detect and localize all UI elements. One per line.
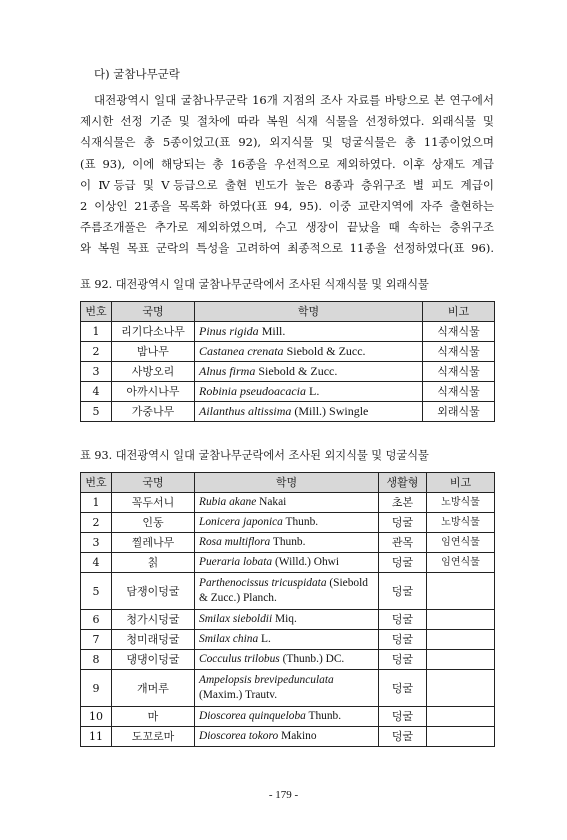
genus: Rubia bbox=[199, 496, 227, 508]
species-epithet: brevipedunculata bbox=[254, 674, 334, 686]
scientific-name-cell bbox=[195, 533, 379, 553]
row-number: 3 bbox=[81, 533, 112, 553]
note-cell bbox=[427, 630, 495, 650]
table-row bbox=[81, 650, 495, 670]
species-epithet: akane bbox=[229, 496, 257, 508]
note-cell: 식재식물 bbox=[423, 342, 495, 362]
scientific-name-cell bbox=[195, 650, 379, 670]
note-cell bbox=[427, 707, 495, 727]
scientific-name-cell bbox=[195, 553, 379, 573]
header-korean-name: 국명 bbox=[112, 473, 195, 493]
table-row bbox=[81, 493, 495, 513]
row-number: 9 bbox=[81, 670, 112, 707]
table-row bbox=[81, 382, 495, 402]
author: Miq. bbox=[274, 613, 297, 625]
note-cell bbox=[427, 650, 495, 670]
scientific-name-cell bbox=[195, 342, 423, 362]
note-cell: 식재식물 bbox=[423, 322, 495, 342]
species-epithet: tricuspidata bbox=[271, 577, 327, 589]
scientific-name-cell bbox=[195, 610, 379, 630]
paragraph-line: 와 복원 목표 군락의 특성을 고려하여 최종적으로 11종을 선정하였다(표 96). bbox=[80, 241, 494, 256]
header-life-form: 생활형 bbox=[379, 473, 427, 493]
author: Siebold & Zucc. bbox=[286, 344, 366, 358]
table-row bbox=[81, 727, 495, 747]
genus: Cocculus bbox=[199, 653, 242, 665]
life-form-cell: 덩굴 bbox=[379, 707, 427, 727]
paragraph-line: 식재식물은 총 5종이었고(표 92), 외지식물 및 덩굴식물은 총 11종이었으며 bbox=[80, 135, 494, 150]
genus: Lonicera bbox=[199, 516, 241, 528]
korean-name: 꼭두서니 bbox=[112, 493, 195, 513]
scientific-name-cell bbox=[195, 402, 423, 422]
page-number: - 179 - bbox=[268, 789, 299, 801]
note-cell bbox=[427, 727, 495, 747]
genus: Dioscorea bbox=[199, 730, 247, 742]
species-epithet: firma bbox=[229, 364, 256, 378]
paragraph-line: 제시한 선정 기준 및 절차에 따라 복원 식재 식물을 선정하였다. 외래식물 및 bbox=[80, 114, 494, 129]
paragraph-line: 대전광역시 일대 굴참나무군락 16개 지점의 조사 자료를 바탕으로 본 연구에서 bbox=[94, 93, 494, 107]
note-cell: 임연식물 bbox=[427, 533, 495, 553]
header-no: 번호 bbox=[81, 473, 112, 493]
table-row bbox=[81, 513, 495, 533]
section-heading: 다) 굴참나무군락 bbox=[94, 67, 180, 81]
note-cell bbox=[427, 573, 495, 610]
genus: Smilax bbox=[199, 633, 231, 645]
author: (Mill.) Swingle bbox=[294, 404, 369, 418]
life-form-cell: 덩굴 bbox=[379, 610, 427, 630]
note-cell: 식재식물 bbox=[423, 362, 495, 382]
row-number: 10 bbox=[81, 707, 112, 727]
species-epithet: sieboldii bbox=[232, 613, 273, 625]
table-row bbox=[81, 402, 495, 422]
row-number: 7 bbox=[81, 630, 112, 650]
korean-name: 가중나무 bbox=[112, 402, 195, 422]
korean-name: 마 bbox=[112, 707, 195, 727]
table-row bbox=[81, 342, 495, 362]
scientific-name-cell bbox=[195, 513, 379, 533]
table-row bbox=[81, 707, 495, 727]
author: Thunb. bbox=[308, 710, 342, 722]
life-form-cell: 덩굴 bbox=[379, 670, 427, 707]
header-note: 비고 bbox=[423, 302, 495, 322]
author: L. bbox=[261, 633, 271, 645]
note-cell: 임연식물 bbox=[427, 553, 495, 573]
life-form-cell: 덩굴 bbox=[379, 553, 427, 573]
genus: Alnus bbox=[199, 364, 227, 378]
table-93 bbox=[80, 472, 495, 747]
life-form-cell: 초본 bbox=[379, 493, 427, 513]
note-cell bbox=[427, 670, 495, 707]
author: Mill. bbox=[261, 324, 286, 338]
scientific-name-cell bbox=[195, 670, 379, 707]
row-number: 4 bbox=[81, 553, 112, 573]
table-row bbox=[81, 322, 495, 342]
scientific-name-cell bbox=[195, 727, 379, 747]
body-paragraph bbox=[80, 90, 494, 260]
paragraph-line: 2 이상인 21종을 목록화 하였다(표 94, 95). 이중 교란지역에 자주 출현하는 bbox=[80, 199, 494, 214]
table-row bbox=[81, 630, 495, 650]
scientific-name-cell bbox=[195, 630, 379, 650]
species-epithet: pseudoacacia bbox=[240, 384, 306, 398]
row-number: 5 bbox=[81, 402, 112, 422]
scientific-name-cell bbox=[195, 362, 423, 382]
author: L. bbox=[308, 384, 320, 398]
korean-name: 담쟁이덩굴 bbox=[112, 573, 195, 610]
table-row bbox=[81, 670, 495, 707]
korean-name: 인동 bbox=[112, 513, 195, 533]
table-93-caption: 표 93. 대전광역시 일대 굴참나무군락에서 조사된 외지식물 및 덩굴식물 bbox=[80, 449, 429, 462]
life-form-cell: 덩굴 bbox=[379, 630, 427, 650]
species-epithet: trilobus bbox=[244, 653, 280, 665]
genus: Ailanthus bbox=[199, 404, 246, 418]
author: Siebold & Zucc. bbox=[258, 364, 338, 378]
table-row bbox=[81, 553, 495, 573]
author: Nakai bbox=[259, 496, 287, 508]
table-header-row bbox=[81, 473, 495, 493]
genus: Pinus bbox=[199, 324, 227, 338]
table-92-caption: 표 92. 대전광역시 일대 굴참나무군락에서 조사된 식재식물 및 외래식물 bbox=[80, 278, 429, 291]
genus: Castanea bbox=[199, 344, 245, 358]
scientific-name-cell bbox=[195, 573, 379, 610]
paragraph-line: (표 93), 이에 해당되는 총 16종을 우선적으로 제외하였다. 이후 상재도 계급 bbox=[80, 156, 494, 171]
note-cell: 노방식물 bbox=[427, 493, 495, 513]
row-number: 3 bbox=[81, 362, 112, 382]
species-epithet: lobata bbox=[243, 556, 273, 568]
paragraph-line: 주름조개풀은 추가로 제외하였으며, 수고 생장이 끝났을 때 속하는 층위구조 bbox=[80, 220, 494, 235]
scientific-name-cell bbox=[195, 707, 379, 727]
species-epithet: multiflora bbox=[224, 536, 271, 548]
header-note: 비고 bbox=[427, 473, 495, 493]
korean-name: 개머루 bbox=[112, 670, 195, 707]
species-epithet: japonica bbox=[243, 516, 283, 528]
author: Makino bbox=[281, 730, 317, 742]
author: (Thunb.) DC. bbox=[282, 653, 345, 665]
note-cell: 식재식물 bbox=[423, 382, 495, 402]
table-row bbox=[81, 573, 495, 610]
header-no: 번호 bbox=[81, 302, 112, 322]
note-cell: 노방식물 bbox=[427, 513, 495, 533]
species-epithet: rigida bbox=[229, 324, 259, 338]
header-scientific-name: 학명 bbox=[195, 302, 423, 322]
table-row bbox=[81, 533, 495, 553]
life-form-cell: 관목 bbox=[379, 533, 427, 553]
genus: Pueraria bbox=[199, 556, 241, 568]
note-cell: 외래식물 bbox=[423, 402, 495, 422]
korean-name: 리기다소나무 bbox=[112, 322, 195, 342]
species-epithet: quinqueloba bbox=[248, 710, 306, 722]
genus: Smilax bbox=[199, 613, 231, 625]
species-epithet: altissima bbox=[248, 404, 292, 418]
row-number: 1 bbox=[81, 493, 112, 513]
genus: Robinia bbox=[199, 384, 237, 398]
table-92 bbox=[80, 301, 495, 422]
korean-name: 청가시덩굴 bbox=[112, 610, 195, 630]
author: (Willd.) Ohwi bbox=[274, 556, 340, 568]
row-number: 4 bbox=[81, 382, 112, 402]
row-number: 8 bbox=[81, 650, 112, 670]
row-number: 6 bbox=[81, 610, 112, 630]
header-korean-name: 국명 bbox=[112, 302, 195, 322]
korean-name: 찔레나무 bbox=[112, 533, 195, 553]
genus: Rosa bbox=[199, 536, 222, 548]
row-number: 2 bbox=[81, 342, 112, 362]
author: (Siebold & Zucc.) Planch. bbox=[199, 577, 368, 604]
author: Thunb. bbox=[285, 516, 319, 528]
korean-name: 아까시나무 bbox=[112, 382, 195, 402]
author: Thunb. bbox=[272, 536, 306, 548]
scientific-name-cell bbox=[195, 322, 423, 342]
korean-name: 밤나무 bbox=[112, 342, 195, 362]
species-epithet: crenata bbox=[247, 344, 284, 358]
life-form-cell: 덩굴 bbox=[379, 650, 427, 670]
life-form-cell: 덩굴 bbox=[379, 727, 427, 747]
row-number: 5 bbox=[81, 573, 112, 610]
row-number: 11 bbox=[81, 727, 112, 747]
table-header-row bbox=[81, 302, 495, 322]
row-number: 1 bbox=[81, 322, 112, 342]
life-form-cell: 덩굴 bbox=[379, 573, 427, 610]
korean-name: 댕댕이덩굴 bbox=[112, 650, 195, 670]
scientific-name-cell bbox=[195, 493, 379, 513]
header-scientific-name: 학명 bbox=[195, 473, 379, 493]
korean-name: 도꼬로마 bbox=[112, 727, 195, 747]
scientific-name-cell bbox=[195, 382, 423, 402]
genus: Ampelopsis bbox=[199, 674, 252, 686]
paragraph-line: 이 Ⅳ등급 및 Ⅴ등급으로 출현 빈도가 높은 8종과 층위구조 별 피도 계급이 bbox=[80, 177, 494, 192]
table-row bbox=[81, 610, 495, 630]
note-cell bbox=[427, 610, 495, 630]
life-form-cell: 덩굴 bbox=[379, 513, 427, 533]
korean-name: 청미래덩굴 bbox=[112, 630, 195, 650]
korean-name: 칡 bbox=[112, 553, 195, 573]
genus: Dioscorea bbox=[199, 710, 247, 722]
genus: Parthenocissus bbox=[199, 577, 269, 589]
table-row bbox=[81, 362, 495, 382]
korean-name: 사방오리 bbox=[112, 362, 195, 382]
species-epithet: tokoro bbox=[248, 730, 279, 742]
row-number: 2 bbox=[81, 513, 112, 533]
species-epithet: china bbox=[232, 633, 259, 645]
author: (Maxim.) Trautv. bbox=[199, 689, 278, 701]
